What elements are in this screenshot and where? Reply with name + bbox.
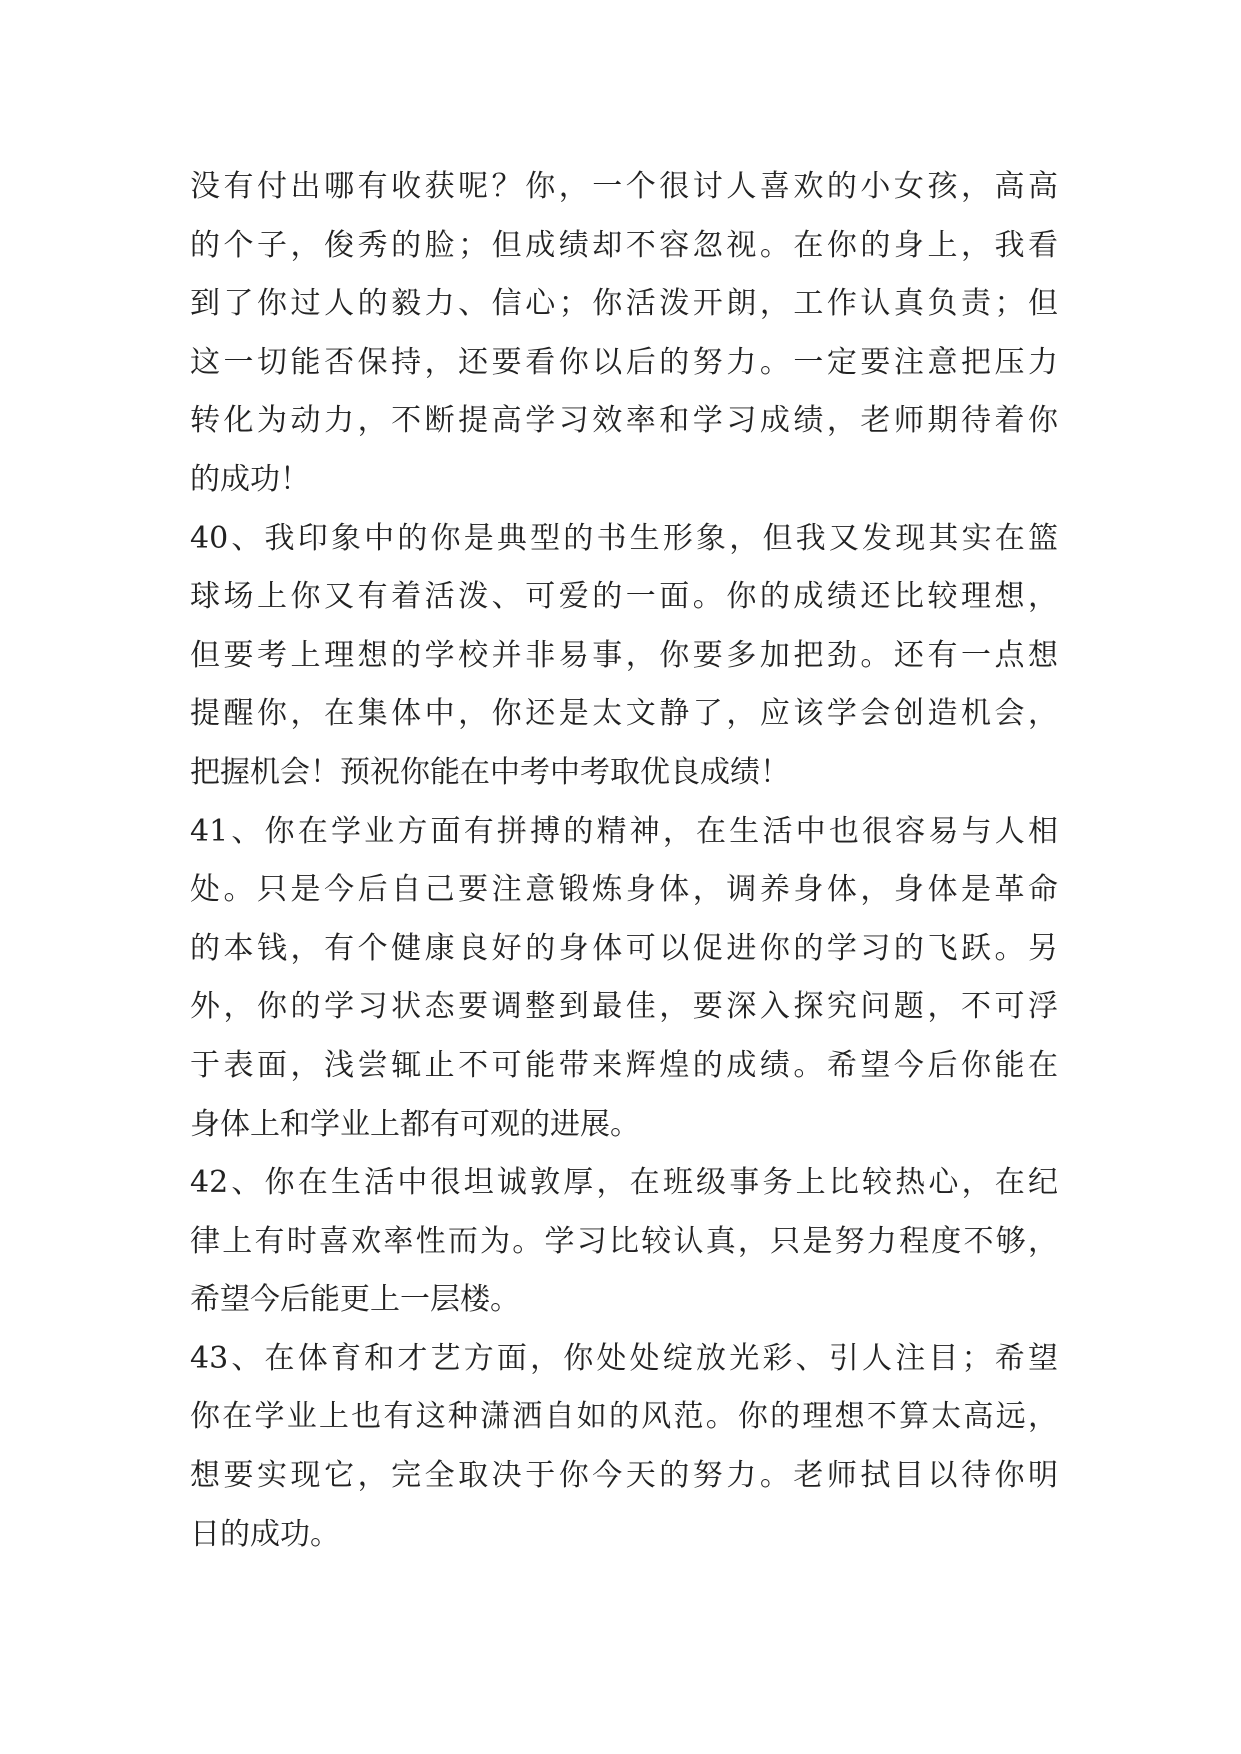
text-line: 转化为动力，不断提高学习效率和学习成绩，老师期待着你: [190, 403, 1058, 439]
text-line: 希望今后能更上一层楼。: [190, 1282, 520, 1318]
document-body: [190, 158, 1058, 1564]
text-line: 40、我印象中的你是典型的书生形象，但我又发现其实在篮: [190, 520, 1058, 556]
text-line: 想要实现它，完全取决于你今天的努力。老师拭目以待你明: [190, 1458, 1058, 1494]
text-line: 球场上你又有着活泼、可爱的一面。你的成绩还比较理想，: [190, 579, 1058, 615]
text-line: 身体上和学业上都有可观的进展。: [190, 1106, 640, 1142]
text-line: 42、你在生活中很坦诚敦厚，在班级事务上比较热心，在纪: [190, 1165, 1058, 1201]
text-line: 律上有时喜欢率性而为。学习比较认真，只是努力程度不够，: [190, 1223, 1058, 1259]
text-line: 的成功！: [190, 461, 310, 497]
text-line: 41、你在学业方面有拼搏的精神，在生活中也很容易与人相: [190, 813, 1058, 849]
text-line: 外，你的学习状态要调整到最佳，要深入探究问题，不可浮: [190, 989, 1058, 1025]
text-line: 这一切能否保持，还要看你以后的努力。一定要注意把压力: [190, 344, 1058, 380]
text-line: 的个子，俊秀的脸；但成绩却不容忽视。在你的身上，我看: [190, 227, 1058, 263]
text-line: 处。只是今后自己要注意锻炼身体，调养身体，身体是革命: [190, 872, 1058, 908]
text-line: 日的成功。: [190, 1516, 340, 1552]
text-line: 但要考上理想的学校并非易事，你要多加把劲。还有一点想: [190, 637, 1058, 673]
text-line: 到了你过人的毅力、信心；你活泼开朗，工作认真负责；但: [190, 286, 1058, 322]
text-line: 于表面，浅尝辄止不可能带来辉煌的成绩。希望今后你能在: [190, 1047, 1058, 1083]
text-line: 没有付出哪有收获呢？你，一个很讨人喜欢的小女孩，高高: [190, 169, 1058, 204]
text-line: 的本钱，有个健康良好的身体可以促进你的学习的飞跃。另: [190, 930, 1058, 966]
text-line: 43、在体育和才艺方面，你处处绽放光彩、引人注目；希望: [190, 1340, 1058, 1376]
text-line: 你在学业上也有这种潇洒自如的风范。你的理想不算太高远，: [190, 1399, 1058, 1435]
text-line: 把握机会！预祝你能在中考中考取优良成绩！: [190, 754, 790, 790]
text-line: 提醒你，在集体中，你还是太文静了，应该学会创造机会，: [190, 696, 1058, 732]
